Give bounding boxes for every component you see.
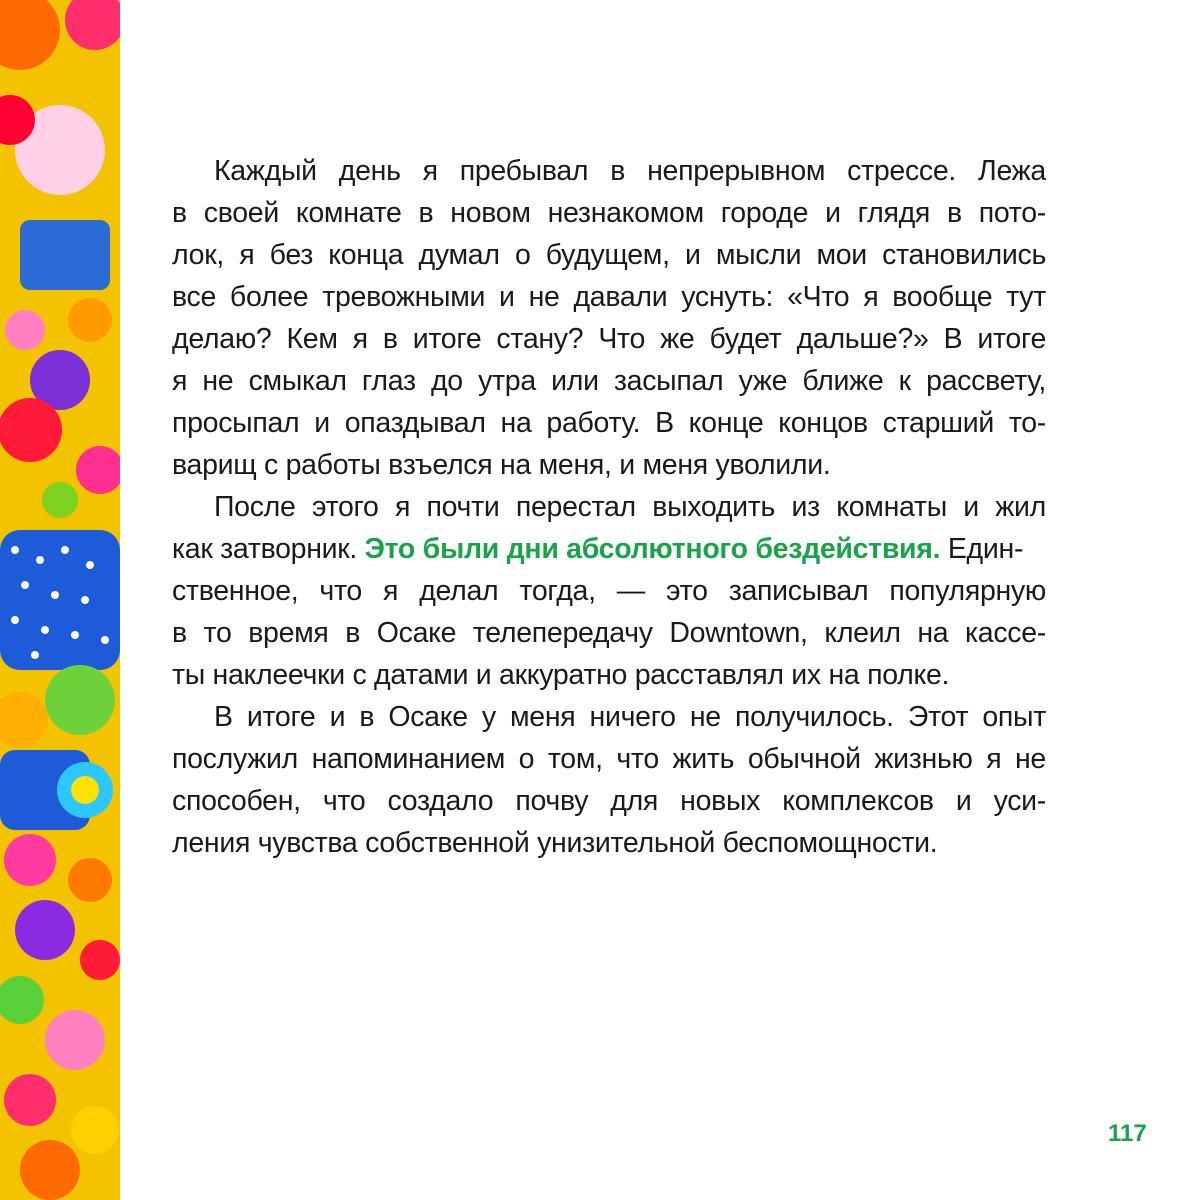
text-line: ления чувства собственной унизительной беспомощности. <box>172 827 938 859</box>
body-text <box>172 150 1046 864</box>
text-line: В итоге и в Осаке у меня ничего не получилось. Этот опыт <box>214 701 1046 733</box>
text-line: варищ с работы взъелся на меня, и меня уволили. <box>172 449 831 481</box>
text-line: ты наклеечки с датами и аккуратно расставлял их на полке. <box>172 659 950 691</box>
text-line: просыпал и опаздывал на работу. В конце концов старший то- <box>172 407 1046 439</box>
paragraph-1 <box>172 150 1046 486</box>
candy-collage-image <box>0 0 120 1200</box>
text-line: все более тревожными и не давали уснуть: «Что я вообще тут <box>172 281 1046 313</box>
paragraph-3 <box>172 696 1046 864</box>
text-line: делаю? Кем я в итоге стану? Что же будет дальше?» В итоге <box>172 323 1046 355</box>
text-line: Каждый день я пребывал в непрерывном стрессе. Лежа <box>214 155 1046 187</box>
text-line: лок, я без конца думал о будущем, и мысли мои становились <box>172 239 1046 271</box>
text-line: способен, что создало почву для новых комплексов и уси- <box>172 785 1046 817</box>
text-line: в своей комнате в новом незнакомом городе и глядя в пото- <box>172 197 1046 229</box>
text-line <box>172 528 1046 570</box>
text-line: послужил напоминанием о том, что жить обычной жизнью я не <box>172 743 1046 775</box>
paragraph-2 <box>172 486 1046 696</box>
text-line: я не смыкал глаз до утра или засыпал уже ближе к рассвету, <box>172 365 1046 397</box>
text-fragment: как затворник. <box>172 533 365 565</box>
text-line: ственное, что я делал тогда, — это записывал популярную <box>172 575 1046 607</box>
text-line: в то время в Осаке телепередачу Downtown, клеил на кассе- <box>172 617 1046 649</box>
highlighted-text: Это были дни абсолютного бездействия. <box>364 533 941 565</box>
text-line: После этого я почти перестал выходить из комнаты и жил <box>214 491 1046 523</box>
page-number: 117 <box>1108 1120 1147 1147</box>
text-fragment: Един- <box>940 533 1024 565</box>
